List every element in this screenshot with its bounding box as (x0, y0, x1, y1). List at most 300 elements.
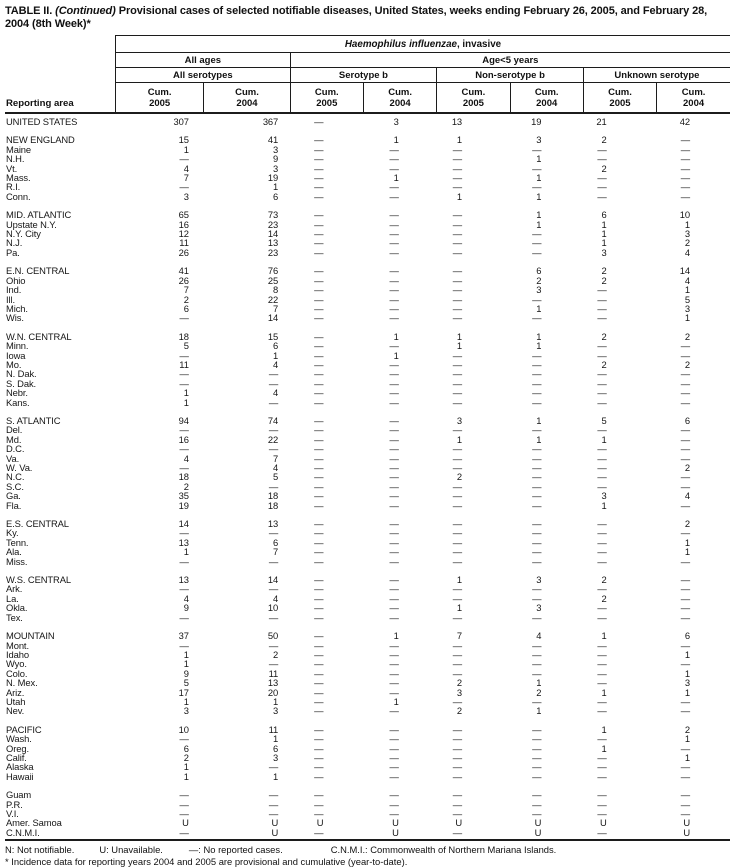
value-cell: 23 (267, 218, 279, 230)
value-cell: — (179, 733, 189, 745)
table-row (5, 113, 730, 126)
value-cell: — (680, 527, 690, 539)
value-cell: — (389, 648, 399, 660)
value-cell: — (597, 667, 607, 679)
value-cell: — (597, 658, 607, 670)
footnote-cnmi: C.N.M.I.: Commonwealth of Northern Mariana Islands. (330, 844, 557, 856)
value-cell: 4 (536, 630, 542, 642)
value-cell: — (389, 770, 399, 782)
value-cell: — (389, 190, 399, 202)
footnote-asterisk: * Incidence data for reporting years 2004 and 2005 are provisional and cumulative (year-to-date). (5, 855, 408, 867)
value-cell: — (314, 143, 324, 155)
value-cell: 14 (267, 312, 279, 324)
value-cell: — (597, 293, 607, 305)
reporting-area-cell: Md. (6, 433, 22, 445)
value-cell: 1 (601, 218, 607, 230)
value-cell: — (389, 677, 399, 689)
table-row (5, 369, 730, 378)
table-row (5, 454, 730, 463)
value-cell: — (268, 443, 279, 455)
value-cell: — (452, 143, 463, 155)
value-cell: 1 (393, 134, 399, 146)
col-header-cum: Cum. 2005 (583, 83, 656, 114)
value-cell: — (597, 770, 607, 782)
value-cell: — (314, 172, 324, 184)
value-cell: 2 (684, 237, 690, 249)
value-cell: 1 (183, 770, 189, 782)
value-cell: 2 (684, 723, 690, 735)
value-cell: 1 (684, 312, 690, 324)
value-cell: — (452, 246, 463, 258)
value-cell: 1 (273, 349, 279, 361)
disease-name-italic: Haemophilus influenzae (344, 38, 457, 50)
value-cell: — (597, 798, 607, 810)
value-cell: 1 (684, 648, 690, 660)
value-cell: 14 (178, 518, 189, 530)
table-row (5, 201, 730, 219)
value-cell: 1 (273, 733, 279, 745)
value-cell: 6 (684, 414, 690, 426)
reporting-area-cell: MID. ATLANTIC (6, 209, 72, 221)
serotype-header-non-b: Non-serotype b (437, 68, 584, 83)
reporting-area-cell: Colo. (6, 667, 28, 679)
value-cell: — (314, 518, 324, 530)
table-row (5, 276, 730, 285)
value-cell: — (179, 368, 189, 380)
value-cell: 74 (267, 414, 279, 426)
value-cell: — (179, 377, 189, 389)
value-cell: — (680, 705, 690, 717)
value-cell: 1 (536, 340, 542, 352)
value-cell: — (532, 658, 542, 670)
value-cell: — (680, 368, 690, 380)
value-cell: U (392, 817, 399, 829)
value-cell: — (389, 480, 399, 492)
value-cell: — (680, 162, 690, 174)
value-cell: — (268, 583, 279, 595)
value-cell: — (452, 808, 463, 819)
table-row (5, 828, 730, 840)
value-cell: — (452, 274, 463, 286)
table-row (5, 501, 730, 510)
value-cell: — (314, 546, 324, 558)
value-cell: — (452, 162, 463, 174)
reporting-area-cell: N. Mex. (6, 677, 38, 689)
value-cell: — (314, 527, 324, 539)
value-cell: — (597, 761, 607, 773)
value-cell: — (680, 789, 690, 801)
value-cell: 1 (684, 284, 690, 296)
value-cell: — (389, 471, 399, 483)
value-cell: — (597, 153, 607, 165)
table-row (5, 641, 730, 650)
reporting-area-cell: Hawaii (6, 770, 34, 782)
reporting-area-cell: Ark. (6, 583, 23, 595)
value-cell: — (680, 695, 690, 707)
value-cell: 1 (684, 546, 690, 558)
table-row (5, 584, 730, 593)
value-cell: — (532, 237, 542, 249)
value-cell: — (389, 602, 399, 614)
value-cell: — (389, 312, 399, 324)
value-cell: 3 (536, 574, 542, 586)
value-cell: — (597, 705, 607, 717)
value-cell: 1 (273, 695, 279, 707)
value-cell: 13 (178, 574, 189, 586)
table-row (5, 622, 730, 640)
value-cell: — (597, 387, 607, 399)
value-cell: 1 (684, 686, 690, 698)
value-cell: — (314, 218, 324, 230)
table-row (5, 613, 730, 622)
value-cell: — (597, 312, 607, 324)
value-cell: 12 (178, 228, 189, 240)
value-cell: — (389, 424, 399, 436)
value-cell: 9 (183, 602, 189, 614)
value-cell: — (532, 798, 542, 810)
value-cell: — (597, 181, 607, 193)
value-cell: — (314, 770, 324, 782)
table-row (5, 772, 730, 781)
value-cell: — (597, 396, 607, 408)
value-cell: — (452, 761, 463, 773)
value-cell: 18 (178, 330, 189, 342)
reporting-area-cell: La. (6, 592, 19, 604)
value-cell: — (597, 695, 607, 707)
value-cell: — (452, 798, 463, 810)
reporting-area-cell: Alaska (6, 761, 34, 773)
value-cell: — (314, 134, 324, 146)
value-cell: — (314, 789, 324, 801)
value-cell: — (452, 312, 463, 324)
value-cell: — (452, 153, 463, 165)
value-cell: — (389, 583, 399, 595)
table-row (5, 547, 730, 556)
value-cell: — (389, 153, 399, 165)
table-row (5, 238, 730, 247)
value-cell: — (314, 592, 324, 604)
value-cell: — (597, 808, 607, 819)
value-cell: 18 (178, 471, 189, 483)
value-cell: — (532, 723, 542, 735)
table-row (5, 809, 730, 818)
table-row (5, 528, 730, 537)
reporting-area-cell: W. Va. (6, 462, 33, 473)
value-cell: 7 (273, 452, 279, 464)
value-cell: 3 (183, 705, 189, 717)
value-cell: 3 (684, 302, 690, 314)
value-cell: — (314, 387, 324, 399)
value-cell: — (680, 424, 690, 436)
table-title (5, 5, 730, 31)
table-row (5, 425, 730, 434)
col-header-cum: Cum. 2004 (657, 83, 730, 114)
value-cell: 1 (536, 190, 542, 202)
table-row (5, 173, 730, 182)
value-cell: — (532, 583, 542, 595)
reporting-area-cell: N.H. (6, 153, 25, 165)
reporting-area-cell: S.C. (6, 480, 24, 492)
value-cell: — (179, 312, 189, 324)
value-cell: — (314, 602, 324, 614)
value-cell: 1 (183, 546, 189, 558)
value-cell: 16 (178, 433, 189, 445)
value-cell: 1 (601, 686, 607, 698)
value-cell: 5 (684, 293, 690, 305)
reporting-area-cell: P.R. (6, 798, 23, 810)
value-cell: 2 (456, 705, 463, 717)
value-cell: 1 (273, 770, 279, 782)
value-cell: — (532, 480, 542, 492)
table-row (5, 491, 730, 500)
value-cell: — (452, 527, 463, 539)
value-cell: 4 (183, 162, 189, 174)
value-cell: — (452, 368, 463, 380)
value-cell: — (389, 761, 399, 773)
table-row (5, 182, 730, 191)
value-cell: 1 (456, 433, 463, 445)
value-cell: 3 (456, 414, 463, 426)
value-cell: — (314, 181, 324, 193)
value-cell: — (452, 396, 463, 408)
value-cell: U (182, 817, 189, 829)
value-cell: — (597, 368, 607, 380)
value-cell: — (389, 705, 399, 717)
value-cell: U (510, 828, 583, 840)
value-cell: 1 (183, 143, 189, 155)
value-cell: — (389, 592, 399, 604)
value-cell: — (532, 452, 542, 464)
reporting-area-cell: Nev. (6, 705, 25, 717)
disease-name-suffix: , invasive (456, 38, 502, 50)
value-cell: 25 (267, 274, 279, 286)
value-cell: — (532, 471, 542, 483)
value-cell: — (389, 518, 399, 530)
value-cell: — (389, 218, 399, 230)
value-cell: — (314, 658, 324, 670)
value-cell: — (389, 246, 399, 258)
value-cell: — (532, 181, 542, 193)
value-cell: 307 (173, 116, 189, 127)
footnote-not-notifiable: N: Not notifiable. (5, 844, 75, 856)
table-row (5, 800, 730, 809)
value-cell: — (179, 153, 189, 165)
reporting-area-cell: Va. (6, 452, 20, 464)
value-cell: 3 (536, 602, 542, 614)
value-cell: — (680, 433, 690, 445)
value-cell: — (452, 555, 463, 567)
value-cell: — (314, 153, 324, 165)
value-cell: — (314, 396, 324, 408)
value-cell: 2 (601, 358, 607, 370)
reporting-area-cell: Amer. Samoa (6, 817, 62, 829)
value-cell: — (532, 555, 542, 567)
table-row (5, 398, 730, 407)
value-cell: — (532, 462, 542, 473)
value-cell: — (389, 789, 399, 801)
table-row (5, 435, 730, 444)
value-cell: — (680, 134, 690, 146)
value-cell: — (452, 742, 463, 754)
table-row (5, 248, 730, 257)
value-cell: 6 (536, 265, 542, 277)
value-cell: — (314, 312, 324, 324)
value-cell: 4 (183, 592, 189, 604)
value-cell: — (532, 499, 542, 511)
value-cell: 9 (183, 667, 189, 679)
value-cell: — (532, 424, 542, 436)
value-cell: — (389, 228, 399, 240)
value-cell: 3 (273, 705, 279, 717)
value-cell: 1 (536, 433, 542, 445)
value-cell: 1 (536, 172, 542, 184)
value-cell: — (389, 387, 399, 399)
value-cell: — (389, 574, 399, 586)
value-cell: 1 (456, 134, 463, 146)
reporting-area-cell: Ind. (6, 284, 22, 296)
value-cell: — (532, 695, 542, 707)
value-cell: 3 (393, 116, 399, 127)
value-cell: — (452, 387, 463, 399)
value-cell: — (597, 546, 607, 558)
value-cell: 1 (183, 396, 189, 408)
value-cell: — (179, 555, 189, 567)
value-cell: U (271, 817, 279, 829)
value-cell: 1 (536, 330, 542, 342)
value-cell: — (389, 546, 399, 558)
value-cell: — (179, 808, 189, 819)
value-cell: 1 (183, 387, 189, 399)
value-cell: 13 (178, 536, 189, 548)
value-cell: 1 (601, 237, 607, 249)
value-cell: 367 (262, 116, 279, 127)
table-row (5, 313, 730, 322)
value-cell: — (597, 639, 607, 651)
value-cell: 20 (267, 686, 279, 698)
value-cell: — (532, 293, 542, 305)
table-body (5, 113, 730, 840)
reporting-area-cell: Ariz. (6, 686, 25, 698)
reporting-area-cell: V.I. (6, 808, 19, 819)
value-cell: 1 (536, 705, 542, 717)
value-cell: — (532, 639, 542, 651)
value-cell: U (316, 817, 324, 829)
value-cell: — (532, 358, 542, 370)
value-cell: — (680, 798, 690, 810)
value-cell: — (389, 808, 399, 819)
value-cell: 1 (536, 414, 542, 426)
value-cell: 11 (179, 358, 189, 370)
value-cell: 41 (267, 134, 279, 146)
value-cell: — (314, 349, 324, 361)
value-cell: 3 (536, 284, 542, 296)
value-cell: — (597, 340, 607, 352)
value-cell: — (680, 480, 690, 492)
value-cell: 3 (273, 162, 279, 174)
table-continued-note: (Continued) (55, 5, 116, 17)
value-cell: 6 (183, 302, 189, 314)
value-cell: — (452, 218, 463, 230)
value-cell: — (179, 583, 189, 595)
reporting-area-cell: W.N. CENTRAL (6, 330, 72, 342)
value-cell: — (179, 462, 189, 473)
value-cell: — (389, 733, 399, 745)
value-cell: 3 (536, 134, 542, 146)
reporting-area-cell: Guam (6, 789, 32, 801)
value-cell: 1 (684, 667, 690, 679)
table-row (5, 154, 730, 163)
value-cell: 17 (178, 686, 189, 698)
value-cell: — (597, 349, 607, 361)
value-cell: U (204, 828, 290, 840)
value-cell: — (268, 639, 279, 651)
value-cell: — (290, 828, 363, 840)
value-cell: — (389, 499, 399, 511)
value-cell: — (314, 116, 324, 127)
value-cell: — (597, 377, 607, 389)
value-cell: 14 (679, 265, 690, 277)
value-cell: — (179, 798, 189, 810)
table-row (5, 220, 730, 229)
value-cell: 5 (601, 414, 607, 426)
value-cell: — (314, 190, 324, 202)
reporting-area-cell: Mich. (6, 302, 28, 314)
value-cell: 19 (178, 499, 189, 511)
value-cell: 8 (273, 284, 279, 296)
value-cell: 3 (601, 490, 607, 502)
value-cell: 22 (267, 293, 279, 305)
value-cell: — (452, 424, 463, 436)
value-cell: — (314, 424, 324, 436)
value-cell: — (314, 274, 324, 286)
value-cell: — (389, 340, 399, 352)
value-cell: 13 (267, 677, 279, 689)
reporting-area-cell: S. ATLANTIC (6, 414, 61, 426)
reporting-area-cell: N. Dak. (6, 368, 37, 380)
value-cell: 1 (183, 648, 189, 660)
value-cell: — (532, 789, 542, 801)
value-cell: 26 (178, 246, 189, 258)
value-cell: 3 (273, 751, 279, 763)
value-cell: — (314, 452, 324, 464)
value-cell: — (314, 443, 324, 455)
value-cell: 15 (178, 134, 189, 146)
value-cell: — (597, 424, 607, 436)
value-cell: — (597, 452, 607, 464)
value-cell: — (389, 798, 399, 810)
value-cell: — (452, 284, 463, 296)
value-cell: — (452, 490, 463, 502)
value-cell: 37 (178, 630, 189, 642)
value-cell: — (314, 228, 324, 240)
value-cell: 3 (684, 228, 690, 240)
value-cell: 2 (684, 358, 690, 370)
value-cell: — (532, 162, 542, 174)
table-row (5, 285, 730, 294)
value-cell: — (268, 798, 279, 810)
value-cell: 4 (684, 490, 690, 502)
value-cell: — (314, 742, 324, 754)
value-cell: — (597, 302, 607, 314)
value-cell: — (597, 284, 607, 296)
table-row (5, 304, 730, 313)
value-cell: 22 (267, 433, 279, 445)
value-cell: — (532, 143, 542, 155)
value-cell: 6 (273, 190, 279, 202)
disease-header (115, 36, 730, 53)
value-cell: — (268, 377, 279, 389)
value-cell: 2 (456, 471, 463, 483)
